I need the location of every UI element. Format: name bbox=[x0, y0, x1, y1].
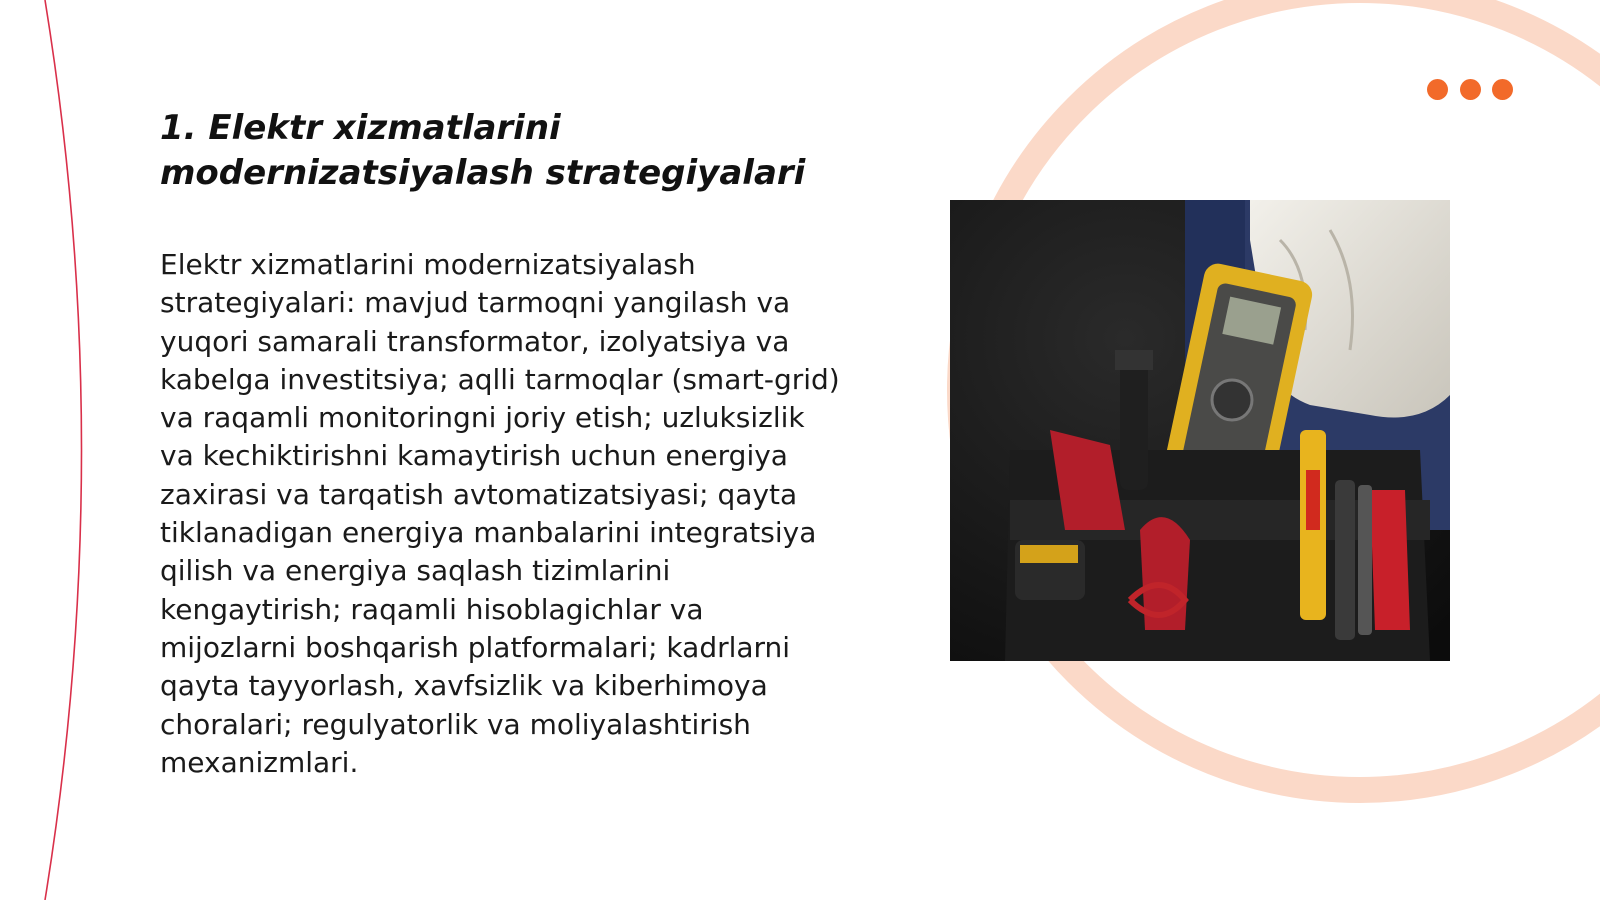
tool-belt-photo bbox=[950, 200, 1450, 661]
left-accent-line bbox=[45, 0, 82, 900]
title-line-2: modernizatsiyalash strategiyalari bbox=[160, 153, 806, 193]
title-line-1: 1. Elektr xizmatlarini bbox=[160, 108, 561, 148]
dot-1 bbox=[1427, 79, 1448, 100]
dot-2 bbox=[1460, 79, 1481, 100]
dot-3 bbox=[1492, 79, 1513, 100]
slide-body-text: Elektr xizmatlarini modernizatsiyalash strategiyalari: mavjud tarmoqni yangilash va yuqori samarali transformator, izolyatsiya va kabelga investitsiya; aqlli tarmoqlar (smart-grid) va raqamli monitoringni joriy etish; uzluksizlik va kechiktirishni kamaytirish uchun energiya zaxirasi va tarqatish avtomatizatsiyasi; qayta tiklanadigan energiya manbalarini integratsiya qilish va energiya saqlash tizimlarini kengaytirish; raqamli hisoblagichlar va mijozlarni boshqarish platformalari; kadrlarni qayta tayyorlash, xavfsizlik va kiberhimoya choralari; regulyatorlik va moliyalashtirish mexanizmlari. bbox=[160, 248, 840, 779]
slide-title bbox=[160, 106, 880, 196]
more-dots-icon bbox=[1427, 79, 1513, 101]
